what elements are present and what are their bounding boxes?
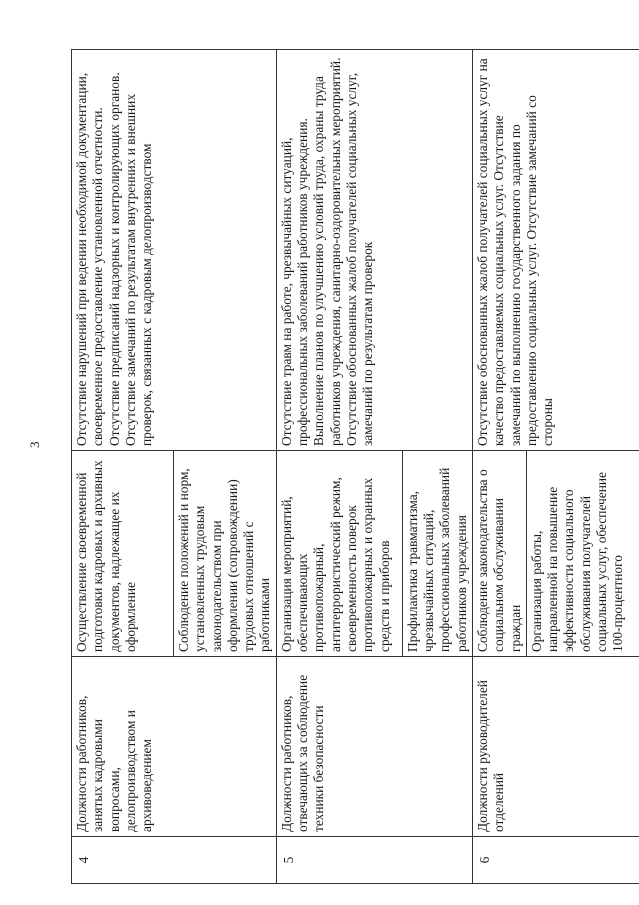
table-row <box>276 50 402 884</box>
indicator-cell: Отсутствие травм на работе, чрезвычайных ситуаций, профессиональных заболеваний работников учреждения. Выполнение планов по улучшению условий труда, охраны труда работников учреждения, санитарно-оздоровительных мероприятий. Отсутствие обоснованных жалоб получателей социальных услуг, замечаний по результатам проверок <box>276 50 472 451</box>
criteria-cell: Профилактика травматизма, чрезвычайных ситуаций, профессиональных заболеваний работников учреждения <box>402 451 472 657</box>
position-cell: Должности работников, занятых кадровыми вопросами, делопроизводством и архивоведением <box>72 657 277 837</box>
table-row <box>72 50 174 884</box>
indicator-cell: Отсутствие нарушений при ведении необходимой документации, своевременное предоставление установленной отчетности. Отсутствие предписаний надзорных и контролирующих органов. Отсутствие замечаний по результатам внутренних и внешних проверок, связанных с кадровым делопроизводством <box>72 50 277 451</box>
criteria-cell: Соблюдение законодательства о социальном обслуживании граждан <box>472 451 526 657</box>
criteria-cell: Соблюдение положений и норм, установленных трудовым законодательством при оформлении (сопровождении) трудовых отношений с работниками <box>174 451 277 657</box>
criteria-table <box>71 50 626 884</box>
table-row <box>472 50 526 884</box>
row-number: 4 <box>72 837 277 884</box>
criteria-cell: Организация мероприятий, обеспечивающих противопожарный, антитеррористический режим, своевременность поверок противопожарных и охранных средств и приборов <box>276 451 402 657</box>
position-cell: Должности руководителей отделений <box>472 657 639 837</box>
criteria-cell: Осуществление своевременной подготовки кадровых и архивных документов, надлежащее их оформление <box>72 451 174 657</box>
criteria-cell: Организация работы, направленной на повышение эффективности социального обслуживания получателей социальных услуг, обеспечение 100-процентного <box>526 451 639 657</box>
position-cell: Должности работников, отвечающих за соблюдение техники безопасности <box>276 657 472 837</box>
page-number: 3 <box>27 441 42 448</box>
row-number: 5 <box>276 837 472 884</box>
indicator-cell: Отсутствие обоснованных жалоб получателей социальных услуг на качество предоставляемых социальных услуг. Отсутствие замечаний по выполнению государственного задания по предоставлению социальных услуг. Отсутствие замечаний со стороны <box>472 50 639 451</box>
row-number: 6 <box>472 837 639 884</box>
